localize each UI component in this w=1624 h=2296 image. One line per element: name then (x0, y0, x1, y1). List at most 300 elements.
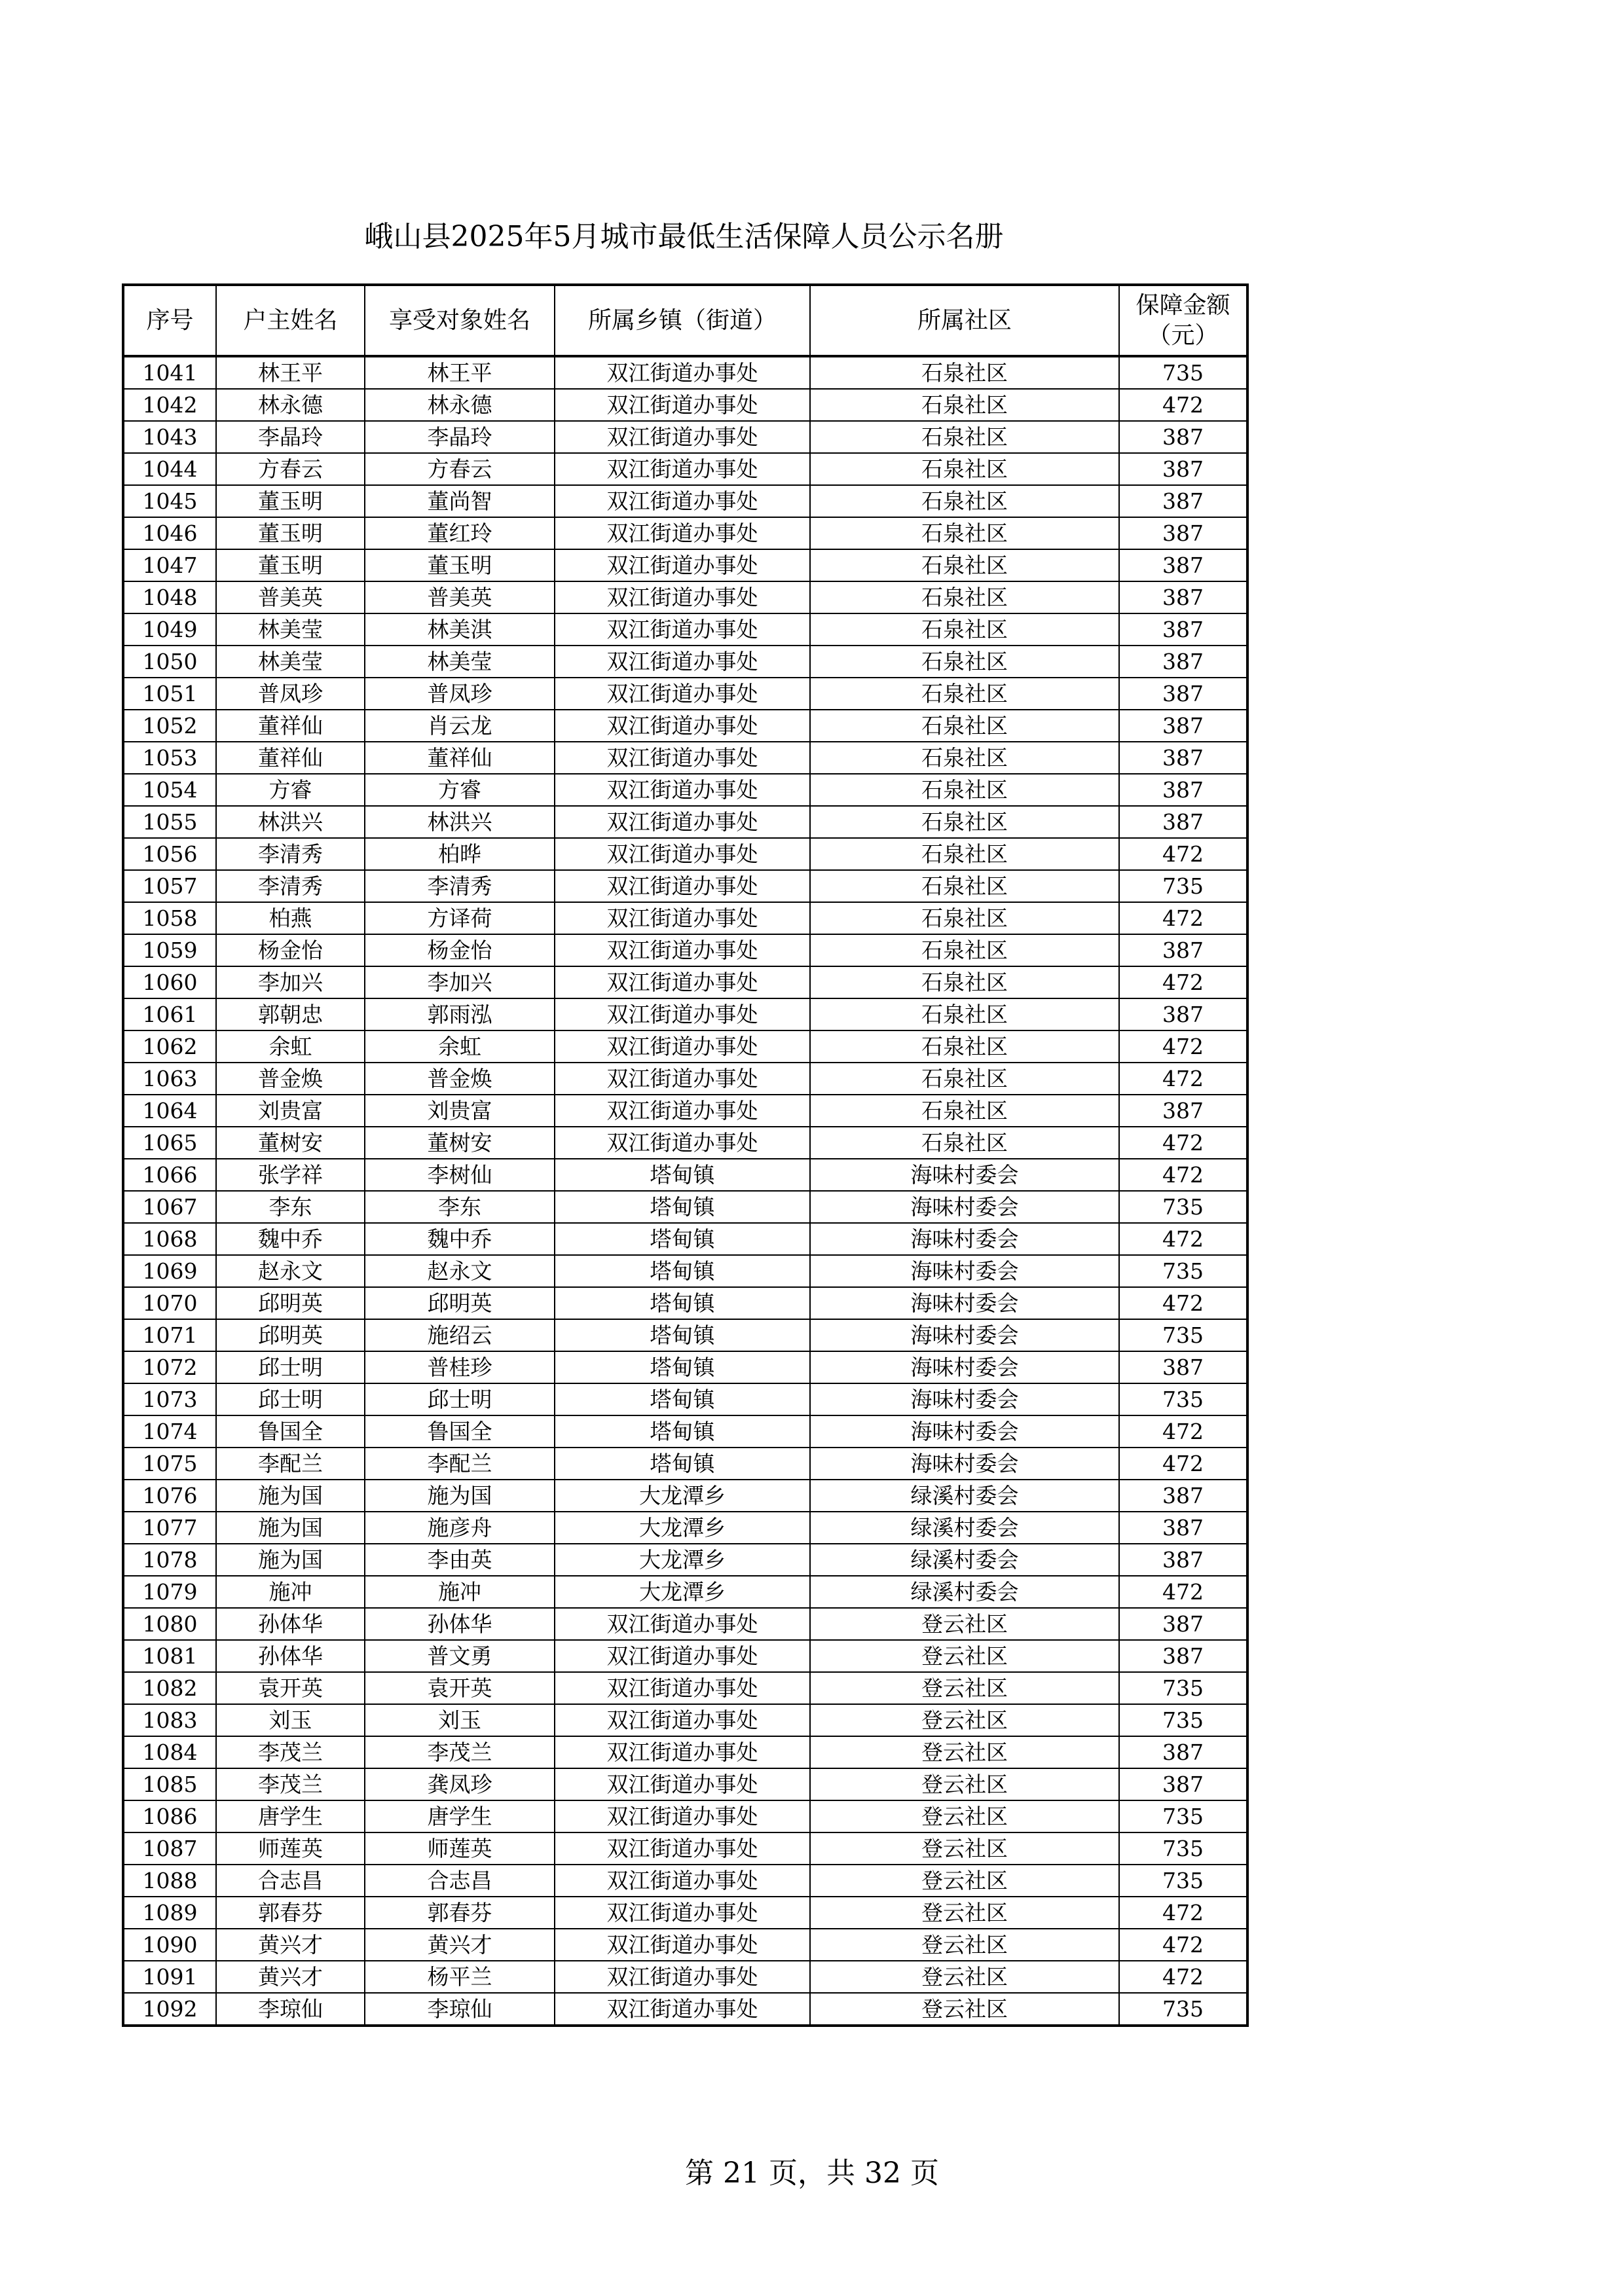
table-row (123, 1512, 1247, 1544)
cell-township: 双江街道办事处 (555, 1640, 810, 1672)
cell-serial-number: 1054 (123, 774, 216, 806)
cell-amount: 387 (1119, 1640, 1247, 1672)
cell-township: 双江街道办事处 (555, 966, 810, 998)
cell-beneficiary-name: 方睿 (365, 774, 555, 806)
cell-beneficiary-name: 合志昌 (365, 1865, 555, 1897)
table-row (123, 902, 1247, 934)
table-row (123, 710, 1247, 742)
cell-community: 石泉社区 (810, 646, 1119, 678)
table-row (123, 421, 1247, 453)
cell-amount: 387 (1119, 613, 1247, 646)
header-serial-number: 序号 (123, 285, 216, 356)
cell-beneficiary-name: 董尚智 (365, 485, 555, 517)
cell-serial-number: 1048 (123, 581, 216, 613)
cell-community: 海味村委会 (810, 1159, 1119, 1191)
cell-serial-number: 1064 (123, 1095, 216, 1127)
cell-community: 登云社区 (810, 1640, 1119, 1672)
cell-beneficiary-name: 施绍云 (365, 1319, 555, 1351)
header-household-head: 户主姓名 (216, 285, 365, 356)
cell-township: 双江街道办事处 (555, 1897, 810, 1929)
cell-community: 海味村委会 (810, 1255, 1119, 1287)
cell-community: 海味村委会 (810, 1448, 1119, 1480)
cell-household-head: 董玉明 (216, 485, 365, 517)
cell-serial-number: 1073 (123, 1383, 216, 1415)
cell-serial-number: 1045 (123, 485, 216, 517)
cell-community: 绿溪村委会 (810, 1480, 1119, 1512)
page-title: 峨山县2025年5月城市最低生活保障人员公示名册 (364, 220, 1004, 253)
table-row (123, 1383, 1247, 1415)
cell-community: 石泉社区 (810, 998, 1119, 1030)
cell-serial-number: 1055 (123, 806, 216, 838)
cell-household-head: 董祥仙 (216, 742, 365, 774)
table-row (123, 966, 1247, 998)
cell-serial-number: 1071 (123, 1319, 216, 1351)
cell-community: 登云社区 (810, 1897, 1119, 1929)
table-row (123, 1640, 1247, 1672)
cell-township: 塔甸镇 (555, 1383, 810, 1415)
table-row (123, 774, 1247, 806)
cell-serial-number: 1046 (123, 517, 216, 549)
cell-township: 塔甸镇 (555, 1448, 810, 1480)
cell-beneficiary-name: 施为国 (365, 1480, 555, 1512)
cell-amount: 735 (1119, 1255, 1247, 1287)
cell-community: 石泉社区 (810, 902, 1119, 934)
table-row (123, 646, 1247, 678)
cell-serial-number: 1084 (123, 1736, 216, 1768)
cell-serial-number: 1082 (123, 1672, 216, 1704)
cell-amount: 387 (1119, 998, 1247, 1030)
table-row (123, 1736, 1247, 1768)
cell-serial-number: 1076 (123, 1480, 216, 1512)
cell-serial-number: 1060 (123, 966, 216, 998)
cell-beneficiary-name: 董玉明 (365, 549, 555, 581)
cell-serial-number: 1088 (123, 1865, 216, 1897)
cell-community: 石泉社区 (810, 934, 1119, 966)
cell-community: 石泉社区 (810, 581, 1119, 613)
cell-household-head: 黄兴才 (216, 1929, 365, 1961)
cell-household-head: 董玉明 (216, 517, 365, 549)
table-row (123, 1127, 1247, 1159)
cell-serial-number: 1041 (123, 356, 216, 389)
table-row (123, 1865, 1247, 1897)
cell-beneficiary-name: 董祥仙 (365, 742, 555, 774)
cell-community: 绿溪村委会 (810, 1512, 1119, 1544)
table-row (123, 1704, 1247, 1736)
cell-serial-number: 1050 (123, 646, 216, 678)
cell-community: 登云社区 (810, 1672, 1119, 1704)
cell-household-head: 刘玉 (216, 1704, 365, 1736)
cell-community: 石泉社区 (810, 485, 1119, 517)
cell-beneficiary-name: 魏中乔 (365, 1223, 555, 1255)
cell-serial-number: 1074 (123, 1415, 216, 1448)
cell-household-head: 柏燕 (216, 902, 365, 934)
cell-community: 海味村委会 (810, 1287, 1119, 1319)
cell-household-head: 施为国 (216, 1544, 365, 1576)
cell-beneficiary-name: 郭雨泓 (365, 998, 555, 1030)
cell-township: 双江街道办事处 (555, 1832, 810, 1865)
cell-serial-number: 1075 (123, 1448, 216, 1480)
cell-community: 石泉社区 (810, 1095, 1119, 1127)
cell-household-head: 鲁国全 (216, 1415, 365, 1448)
cell-beneficiary-name: 赵永文 (365, 1255, 555, 1287)
cell-household-head: 林王平 (216, 356, 365, 389)
cell-serial-number: 1083 (123, 1704, 216, 1736)
cell-serial-number: 1059 (123, 934, 216, 966)
cell-beneficiary-name: 普文勇 (365, 1640, 555, 1672)
cell-amount: 472 (1119, 1961, 1247, 1993)
cell-beneficiary-name: 李树仙 (365, 1159, 555, 1191)
cell-household-head: 林美莹 (216, 646, 365, 678)
cell-household-head: 林洪兴 (216, 806, 365, 838)
cell-serial-number: 1086 (123, 1800, 216, 1832)
cell-amount: 735 (1119, 870, 1247, 902)
cell-serial-number: 1078 (123, 1544, 216, 1576)
cell-community: 绿溪村委会 (810, 1576, 1119, 1608)
cell-township: 双江街道办事处 (555, 1768, 810, 1800)
cell-community: 登云社区 (810, 1865, 1119, 1897)
cell-community: 石泉社区 (810, 421, 1119, 453)
table-row (123, 806, 1247, 838)
cell-beneficiary-name: 林洪兴 (365, 806, 555, 838)
cell-community: 登云社区 (810, 1993, 1119, 2026)
table-body (123, 356, 1247, 2026)
cell-household-head: 李晶玲 (216, 421, 365, 453)
cell-beneficiary-name: 唐学生 (365, 1800, 555, 1832)
cell-serial-number: 1042 (123, 389, 216, 421)
cell-community: 石泉社区 (810, 774, 1119, 806)
cell-community: 登云社区 (810, 1929, 1119, 1961)
cell-serial-number: 1052 (123, 710, 216, 742)
cell-beneficiary-name: 肖云龙 (365, 710, 555, 742)
table-row (123, 453, 1247, 485)
cell-community: 石泉社区 (810, 389, 1119, 421)
cell-township: 塔甸镇 (555, 1287, 810, 1319)
table-row (123, 1095, 1247, 1127)
cell-amount: 387 (1119, 646, 1247, 678)
header-amount: 保障金额（元） (1119, 285, 1247, 356)
cell-amount: 387 (1119, 710, 1247, 742)
cell-township: 双江街道办事处 (555, 613, 810, 646)
cell-amount: 472 (1119, 1929, 1247, 1961)
header-community: 所属社区 (810, 285, 1119, 356)
cell-community: 海味村委会 (810, 1223, 1119, 1255)
table-row (123, 1255, 1247, 1287)
cell-beneficiary-name: 李清秀 (365, 870, 555, 902)
table-row (123, 742, 1247, 774)
cell-household-head: 邱士明 (216, 1383, 365, 1415)
cell-community: 石泉社区 (810, 1030, 1119, 1063)
cell-township: 双江街道办事处 (555, 1993, 810, 2026)
cell-township: 双江街道办事处 (555, 549, 810, 581)
cell-community: 石泉社区 (810, 356, 1119, 389)
cell-community: 海味村委会 (810, 1383, 1119, 1415)
cell-household-head: 李配兰 (216, 1448, 365, 1480)
cell-community: 石泉社区 (810, 806, 1119, 838)
cell-amount: 735 (1119, 1704, 1247, 1736)
cell-amount: 472 (1119, 1063, 1247, 1095)
table-row (123, 1480, 1247, 1512)
table-row (123, 998, 1247, 1030)
table-row (123, 1287, 1247, 1319)
cell-township: 双江街道办事处 (555, 581, 810, 613)
cell-amount: 735 (1119, 1672, 1247, 1704)
cell-household-head: 邱明英 (216, 1287, 365, 1319)
cell-beneficiary-name: 施彦舟 (365, 1512, 555, 1544)
cell-community: 登云社区 (810, 1800, 1119, 1832)
cell-beneficiary-name: 师莲英 (365, 1832, 555, 1865)
cell-amount: 387 (1119, 421, 1247, 453)
cell-serial-number: 1080 (123, 1608, 216, 1640)
table-row (123, 1672, 1247, 1704)
table-row (123, 581, 1247, 613)
cell-township: 双江街道办事处 (555, 1800, 810, 1832)
cell-household-head: 李琼仙 (216, 1993, 365, 2026)
cell-beneficiary-name: 李配兰 (365, 1448, 555, 1480)
cell-amount: 472 (1119, 1223, 1247, 1255)
cell-beneficiary-name: 郭春芬 (365, 1897, 555, 1929)
cell-township: 双江街道办事处 (555, 1095, 810, 1127)
cell-household-head: 方春云 (216, 453, 365, 485)
cell-serial-number: 1051 (123, 678, 216, 710)
cell-community: 石泉社区 (810, 613, 1119, 646)
cell-amount: 387 (1119, 1351, 1247, 1383)
cell-beneficiary-name: 方春云 (365, 453, 555, 485)
cell-household-head: 林美莹 (216, 613, 365, 646)
cell-amount: 735 (1119, 1832, 1247, 1865)
header-township: 所属乡镇（街道） (555, 285, 810, 356)
cell-household-head: 袁开英 (216, 1672, 365, 1704)
cell-serial-number: 1058 (123, 902, 216, 934)
cell-household-head: 普美英 (216, 581, 365, 613)
table-row (123, 1768, 1247, 1800)
cell-amount: 387 (1119, 1480, 1247, 1512)
cell-household-head: 李茂兰 (216, 1768, 365, 1800)
cell-beneficiary-name: 林美莹 (365, 646, 555, 678)
cell-beneficiary-name: 邱士明 (365, 1383, 555, 1415)
cell-household-head: 黄兴才 (216, 1961, 365, 1993)
cell-household-head: 郭朝忠 (216, 998, 365, 1030)
cell-community: 石泉社区 (810, 517, 1119, 549)
cell-township: 双江街道办事处 (555, 1865, 810, 1897)
cell-township: 双江街道办事处 (555, 646, 810, 678)
cell-beneficiary-name: 刘玉 (365, 1704, 555, 1736)
cell-amount: 735 (1119, 1191, 1247, 1223)
cell-serial-number: 1072 (123, 1351, 216, 1383)
cell-household-head: 方睿 (216, 774, 365, 806)
cell-community: 石泉社区 (810, 549, 1119, 581)
cell-beneficiary-name: 龚凤珍 (365, 1768, 555, 1800)
cell-township: 双江街道办事处 (555, 1704, 810, 1736)
cell-township: 双江街道办事处 (555, 1672, 810, 1704)
cell-serial-number: 1090 (123, 1929, 216, 1961)
cell-beneficiary-name: 杨金怡 (365, 934, 555, 966)
cell-serial-number: 1085 (123, 1768, 216, 1800)
table-row (123, 1929, 1247, 1961)
cell-township: 双江街道办事处 (555, 1736, 810, 1768)
cell-beneficiary-name: 董树安 (365, 1127, 555, 1159)
cell-household-head: 董树安 (216, 1127, 365, 1159)
table-row (123, 838, 1247, 870)
cell-amount: 735 (1119, 356, 1247, 389)
cell-amount: 472 (1119, 1576, 1247, 1608)
cell-community: 登云社区 (810, 1608, 1119, 1640)
table-row (123, 1544, 1247, 1576)
cell-beneficiary-name: 方译荷 (365, 902, 555, 934)
cell-community: 石泉社区 (810, 1127, 1119, 1159)
table-header-row (123, 285, 1247, 356)
cell-amount: 387 (1119, 1736, 1247, 1768)
table-row (123, 613, 1247, 646)
cell-township: 双江街道办事处 (555, 902, 810, 934)
cell-serial-number: 1063 (123, 1063, 216, 1095)
cell-household-head: 李加兴 (216, 966, 365, 998)
cell-township: 双江街道办事处 (555, 517, 810, 549)
cell-serial-number: 1068 (123, 1223, 216, 1255)
cell-serial-number: 1061 (123, 998, 216, 1030)
cell-beneficiary-name: 普金焕 (365, 1063, 555, 1095)
cell-household-head: 董祥仙 (216, 710, 365, 742)
cell-amount: 387 (1119, 453, 1247, 485)
table-row (123, 1159, 1247, 1191)
cell-township: 大龙潭乡 (555, 1576, 810, 1608)
cell-amount: 735 (1119, 1800, 1247, 1832)
cell-serial-number: 1057 (123, 870, 216, 902)
cell-beneficiary-name: 余虹 (365, 1030, 555, 1063)
cell-serial-number: 1056 (123, 838, 216, 870)
beneficiary-table (122, 283, 1249, 2027)
cell-township: 双江街道办事处 (555, 774, 810, 806)
cell-township: 双江街道办事处 (555, 421, 810, 453)
cell-household-head: 李东 (216, 1191, 365, 1223)
cell-beneficiary-name: 柏晔 (365, 838, 555, 870)
cell-amount: 387 (1119, 934, 1247, 966)
cell-community: 海味村委会 (810, 1415, 1119, 1448)
cell-township: 大龙潭乡 (555, 1480, 810, 1512)
cell-serial-number: 1091 (123, 1961, 216, 1993)
cell-serial-number: 1047 (123, 549, 216, 581)
table-row (123, 1576, 1247, 1608)
cell-serial-number: 1077 (123, 1512, 216, 1544)
cell-amount: 472 (1119, 1159, 1247, 1191)
cell-amount: 387 (1119, 549, 1247, 581)
cell-beneficiary-name: 李加兴 (365, 966, 555, 998)
cell-community: 石泉社区 (810, 1063, 1119, 1095)
cell-township: 双江街道办事处 (555, 1608, 810, 1640)
cell-amount: 735 (1119, 1383, 1247, 1415)
cell-amount: 472 (1119, 1448, 1247, 1480)
cell-serial-number: 1087 (123, 1832, 216, 1865)
cell-community: 海味村委会 (810, 1191, 1119, 1223)
cell-township: 双江街道办事处 (555, 1030, 810, 1063)
cell-household-head: 李清秀 (216, 838, 365, 870)
cell-amount: 387 (1119, 1768, 1247, 1800)
cell-serial-number: 1069 (123, 1255, 216, 1287)
cell-beneficiary-name: 杨平兰 (365, 1961, 555, 1993)
cell-amount: 472 (1119, 389, 1247, 421)
cell-community: 登云社区 (810, 1736, 1119, 1768)
cell-community: 绿溪村委会 (810, 1544, 1119, 1576)
cell-community: 登云社区 (810, 1961, 1119, 1993)
page-footer: 第 21 页，共 32 页 (685, 2157, 939, 2190)
cell-serial-number: 1070 (123, 1287, 216, 1319)
cell-beneficiary-name: 刘贵富 (365, 1095, 555, 1127)
cell-community: 石泉社区 (810, 710, 1119, 742)
cell-township: 双江街道办事处 (555, 710, 810, 742)
cell-township: 双江街道办事处 (555, 870, 810, 902)
cell-community: 石泉社区 (810, 453, 1119, 485)
cell-beneficiary-name: 林王平 (365, 356, 555, 389)
cell-serial-number: 1044 (123, 453, 216, 485)
cell-household-head: 魏中乔 (216, 1223, 365, 1255)
cell-amount: 472 (1119, 1030, 1247, 1063)
cell-amount: 387 (1119, 1095, 1247, 1127)
cell-township: 塔甸镇 (555, 1223, 810, 1255)
table-row (123, 356, 1247, 389)
cell-household-head: 合志昌 (216, 1865, 365, 1897)
cell-amount: 472 (1119, 966, 1247, 998)
table-row (123, 1063, 1247, 1095)
cell-household-head: 李清秀 (216, 870, 365, 902)
cell-township: 塔甸镇 (555, 1255, 810, 1287)
cell-beneficiary-name: 李由英 (365, 1544, 555, 1576)
cell-household-head: 唐学生 (216, 1800, 365, 1832)
cell-household-head: 师莲英 (216, 1832, 365, 1865)
cell-beneficiary-name: 孙体华 (365, 1608, 555, 1640)
cell-beneficiary-name: 林美淇 (365, 613, 555, 646)
cell-township: 双江街道办事处 (555, 485, 810, 517)
cell-township: 双江街道办事处 (555, 1127, 810, 1159)
cell-household-head: 林永德 (216, 389, 365, 421)
cell-household-head: 李茂兰 (216, 1736, 365, 1768)
cell-amount: 387 (1119, 774, 1247, 806)
cell-household-head: 施为国 (216, 1512, 365, 1544)
cell-township: 双江街道办事处 (555, 389, 810, 421)
cell-beneficiary-name: 袁开英 (365, 1672, 555, 1704)
cell-serial-number: 1049 (123, 613, 216, 646)
cell-household-head: 郭春芬 (216, 1897, 365, 1929)
table-row (123, 1961, 1247, 1993)
cell-community: 石泉社区 (810, 742, 1119, 774)
cell-township: 塔甸镇 (555, 1351, 810, 1383)
cell-amount: 472 (1119, 902, 1247, 934)
cell-beneficiary-name: 李东 (365, 1191, 555, 1223)
cell-beneficiary-name: 普凤珍 (365, 678, 555, 710)
cell-beneficiary-name: 普桂珍 (365, 1351, 555, 1383)
cell-household-head: 普凤珍 (216, 678, 365, 710)
table-row (123, 1608, 1247, 1640)
table-row (123, 549, 1247, 581)
table-row (123, 1993, 1247, 2026)
cell-township: 塔甸镇 (555, 1319, 810, 1351)
table-row (123, 1030, 1247, 1063)
table-row (123, 1351, 1247, 1383)
cell-township: 双江街道办事处 (555, 806, 810, 838)
cell-serial-number: 1089 (123, 1897, 216, 1929)
cell-amount: 387 (1119, 485, 1247, 517)
cell-township: 双江街道办事处 (555, 356, 810, 389)
cell-community: 海味村委会 (810, 1319, 1119, 1351)
cell-serial-number: 1062 (123, 1030, 216, 1063)
cell-household-head: 余虹 (216, 1030, 365, 1063)
cell-serial-number: 1092 (123, 1993, 216, 2026)
cell-community: 登云社区 (810, 1832, 1119, 1865)
cell-household-head: 邱士明 (216, 1351, 365, 1383)
cell-beneficiary-name: 李琼仙 (365, 1993, 555, 2026)
table-row (123, 1448, 1247, 1480)
cell-township: 塔甸镇 (555, 1191, 810, 1223)
cell-amount: 735 (1119, 1865, 1247, 1897)
cell-community: 石泉社区 (810, 838, 1119, 870)
